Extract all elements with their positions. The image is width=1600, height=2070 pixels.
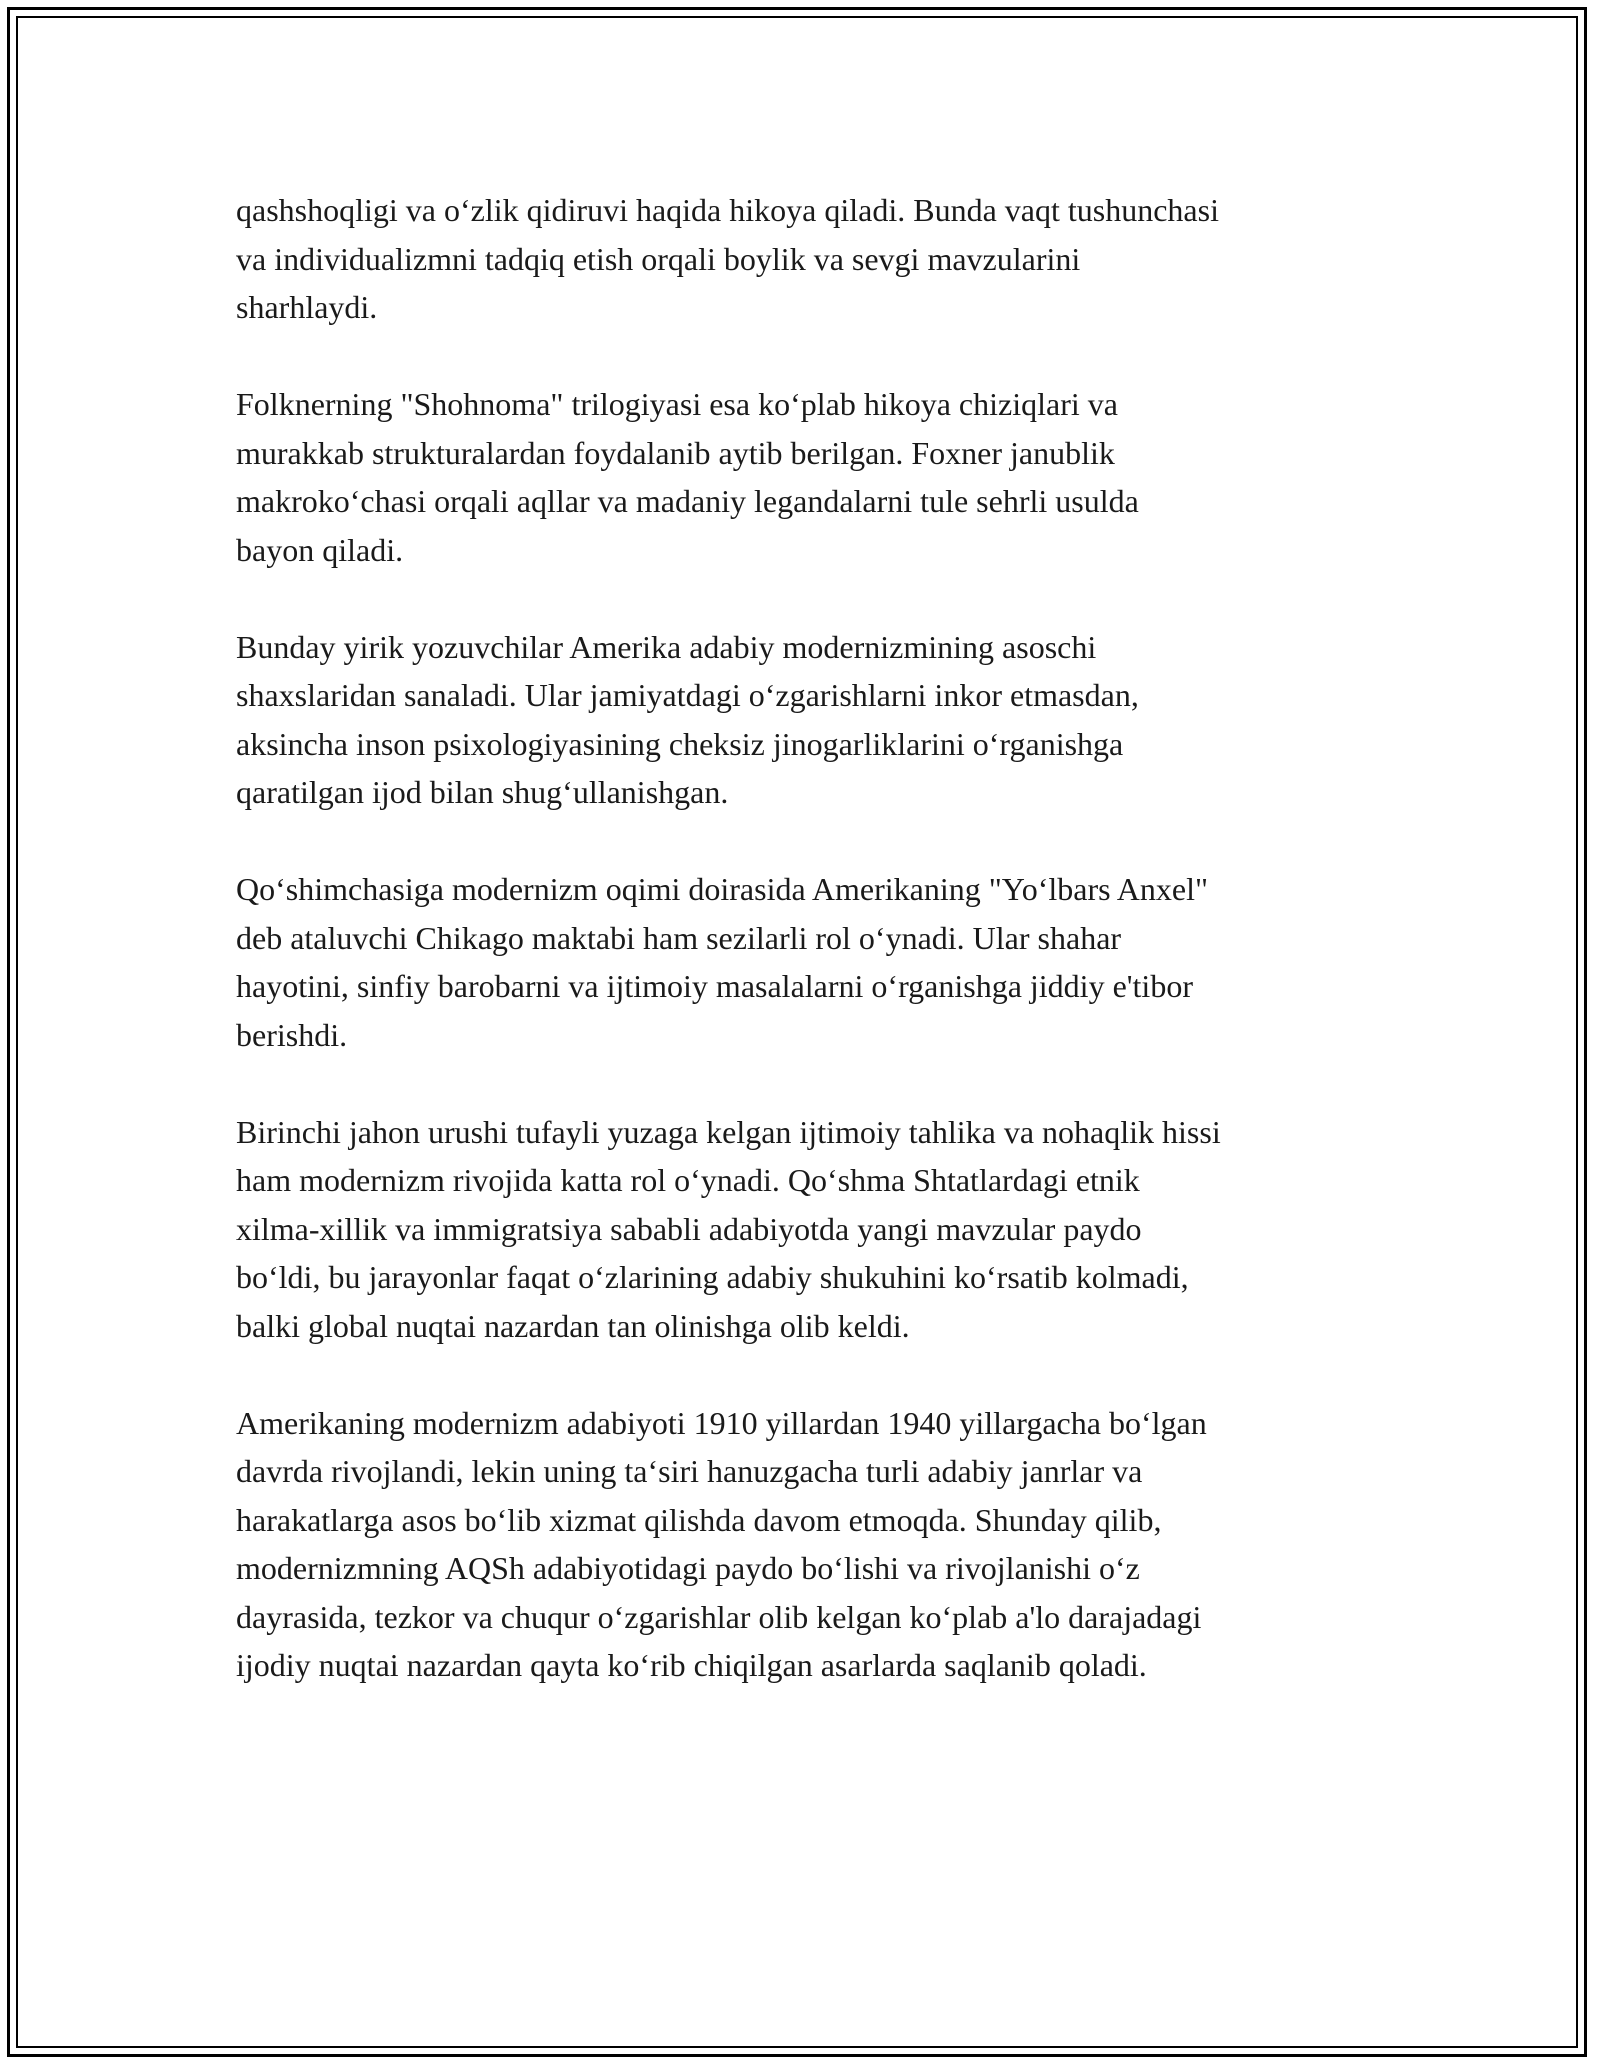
text-line: boʻldi, bu jarayonlar faqat oʻzlarining adabiy shukuhini koʻrsatib kolmadi, xyxy=(236,1259,1189,1295)
paragraph xyxy=(236,1108,1386,1351)
text-line: murakkab strukturalardan foydalanib aytib berilgan. Foxner janublik xyxy=(236,434,1115,471)
paragraph xyxy=(236,380,1386,574)
text-line: qaratilgan ijod bilan shugʻullanishgan. xyxy=(236,774,729,810)
text-line: balki global nuqtai nazardan tan olinishga olib keldi. xyxy=(236,1307,910,1344)
text-line: berishdi. xyxy=(236,1016,348,1053)
text-line: harakatlarga asos boʻlib xizmat qilishda davom etmoqda. Shunday qilib, xyxy=(236,1501,1162,1538)
text-line: deb ataluvchi Chikago maktabi ham sezilarli rol oʻynadi. Ular shahar xyxy=(236,919,1122,956)
text-line: Birinchi jahon urushi tufayli yuzaga kelgan ijtimoiy tahlika va nohaqlik hissi xyxy=(236,1113,1221,1150)
text-line: ham modernizm rivojida katta rol oʻynadi. Qoʻshma Shtatlardagi etnik xyxy=(236,1162,1140,1198)
text-line: Amerikaning modernizm adabiyoti 1910 yillardan 1940 yillargacha boʻlgan xyxy=(236,1404,1207,1441)
text-line: qashshoqligi va oʻzlik qidiruvi haqida hikoya qiladi. Bunda vaqt tushunchasi xyxy=(236,192,1219,228)
document-body xyxy=(236,186,1386,1738)
text-line: bayon qiladi. xyxy=(236,531,404,568)
text-line: modernizmning AQSh adabiyotidagi paydo boʻlishi va rivojlanishi oʻz xyxy=(236,1550,1140,1586)
text-line: hayotini, sinfiy barobarni va ijtimoiy masalalarni oʻrganishga jiddiy e'tibor xyxy=(236,968,1193,1004)
text-line: aksincha inson psixologiyasining cheksiz jinogarliklarini oʻrganishga xyxy=(236,725,1124,762)
text-line: Folknerning "Shohnoma" trilogiyasi esa koʻplab hikoya chiziqlari va xyxy=(236,386,1118,422)
text-line: Bunday yirik yozuvchilar Amerika adabiy modernizmining asoschi xyxy=(236,628,1097,665)
text-line: va individualizmni tadqiq etish orqali boylik va sevgi mavzularini xyxy=(236,240,1081,277)
paragraph xyxy=(236,865,1386,1059)
paragraph xyxy=(236,186,1386,332)
paragraph xyxy=(236,1399,1386,1690)
text-line: sharhlaydi. xyxy=(236,289,378,325)
text-line: makrokoʻchasi orqali aqllar va madaniy legandalarni tule sehrli usulda xyxy=(236,483,1139,519)
text-line: xilma-xillik va immigratsiya sababli adabiyotda yangi mavzular paydo xyxy=(236,1210,1142,1247)
text-line: shaxslaridan sanaladi. Ular jamiyatdagi oʻzgarishlarni inkor etmasdan, xyxy=(236,677,1139,713)
text-line: Qoʻshimchasiga modernizm oqimi doirasida Amerikaning "Yoʻlbars Anxel" xyxy=(236,871,1209,907)
text-line: dayrasida, tezkor va chuqur oʻzgarishlar olib kelgan koʻplab a'lo darajadagi xyxy=(236,1598,1202,1635)
text-line: davrda rivojlandi, lekin uning taʻsiri hanuzgacha turli adabiy janrlar va xyxy=(236,1453,1143,1489)
paragraph xyxy=(236,623,1386,817)
text-line: ijodiy nuqtai nazardan qayta koʻrib chiqilgan asarlarda saqlanib qoladi. xyxy=(236,1647,1147,1683)
